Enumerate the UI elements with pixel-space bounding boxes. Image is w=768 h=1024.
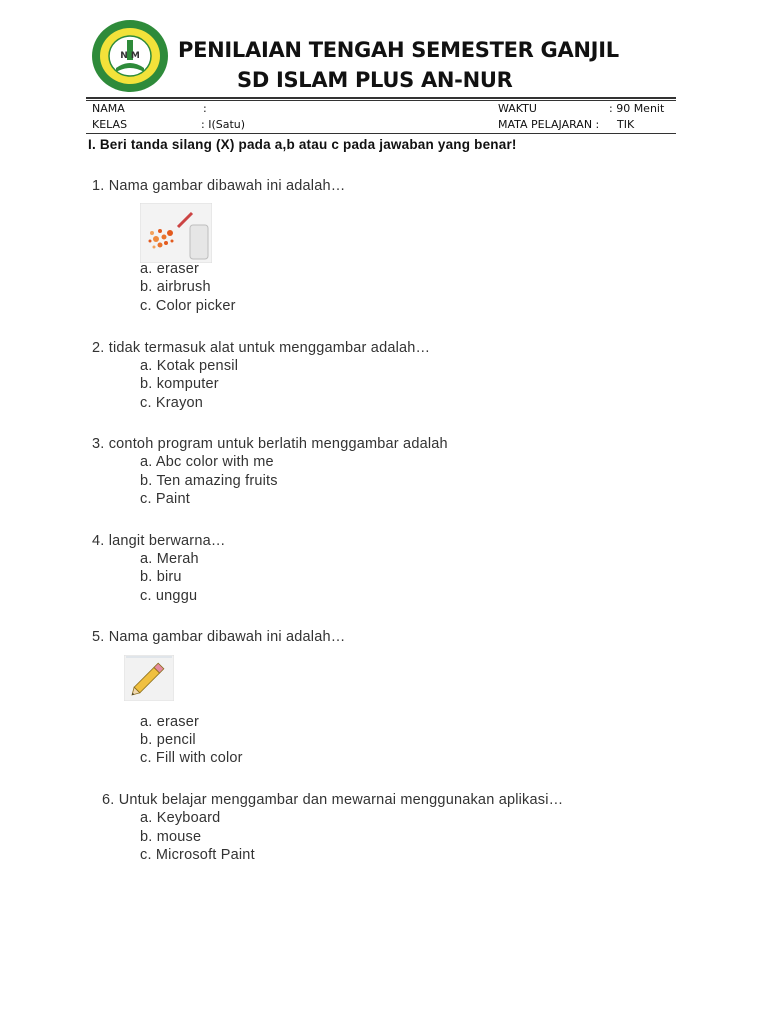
- q3-option-b: b. Ten amazing fruits: [140, 473, 278, 489]
- nama-field[interactable]: :: [203, 102, 207, 115]
- svg-text:N M: N M: [120, 51, 140, 61]
- q6-option-a: a. Keyboard: [140, 810, 221, 826]
- kelas-value: : I(Satu): [201, 118, 246, 131]
- question-1: 1. Nama gambar dibawah ini adalah…: [92, 178, 346, 194]
- question-6: 6. Untuk belajar menggambar dan mewarnai menggunakan aplikasi…: [102, 792, 564, 808]
- q1-option-a: a. eraser: [140, 261, 200, 277]
- header-divider-top: [86, 97, 676, 99]
- q2-option-b: b. komputer: [140, 376, 219, 392]
- q2-option-c: c. Krayon: [140, 395, 204, 411]
- nama-label: NAMA: [92, 102, 125, 115]
- kelas-label: KELAS: [92, 118, 128, 131]
- question-5: 5. Nama gambar dibawah ini adalah…: [92, 629, 346, 645]
- instruction: I. Beri tanda silang (X) pada a,b atau c pada jawaban yang benar!: [88, 137, 517, 152]
- q1-option-b: b. airbrush: [140, 279, 211, 295]
- question-4: 4. langit berwarna…: [92, 533, 226, 549]
- waktu-value: : 90 Menit: [609, 102, 665, 115]
- q6-option-b: b. mouse: [140, 829, 202, 845]
- page-title: PENILAIAN TENGAH SEMESTER GANJIL: [178, 38, 619, 62]
- mapel-value: TIK: [617, 118, 635, 131]
- q2-option-a: a. Kotak pensil: [140, 358, 239, 374]
- q3-option-a: a. Abc color with me: [140, 454, 274, 470]
- q4-option-a: a. Merah: [140, 551, 199, 567]
- q4-option-c: c. unggu: [140, 588, 198, 604]
- q5-option-c: c. Fill with color: [140, 750, 243, 766]
- q3-option-c: c. Paint: [140, 491, 190, 507]
- q5-option-b: b. pencil: [140, 732, 196, 748]
- q6-option-c: c. Microsoft Paint: [140, 847, 255, 863]
- q5-option-a: a. eraser: [140, 714, 200, 730]
- question-3: 3. contoh program untuk berlatih menggambar adalah: [92, 436, 448, 452]
- header-divider-bottom: [86, 133, 676, 134]
- airbrush-icon: [140, 203, 212, 263]
- question-2: 2. tidak termasuk alat untuk menggambar adalah…: [92, 340, 431, 356]
- school-name: SD ISLAM PLUS AN-NUR: [237, 68, 513, 92]
- q1-option-c: c. Color picker: [140, 298, 236, 314]
- mapel-label: MATA PELAJARAN :: [498, 118, 600, 131]
- pencil-icon: [124, 655, 174, 701]
- school-logo: [90, 18, 170, 94]
- header-divider-top-thin: [86, 100, 676, 101]
- q4-option-b: b. biru: [140, 569, 182, 585]
- waktu-label: WAKTU: [498, 102, 537, 115]
